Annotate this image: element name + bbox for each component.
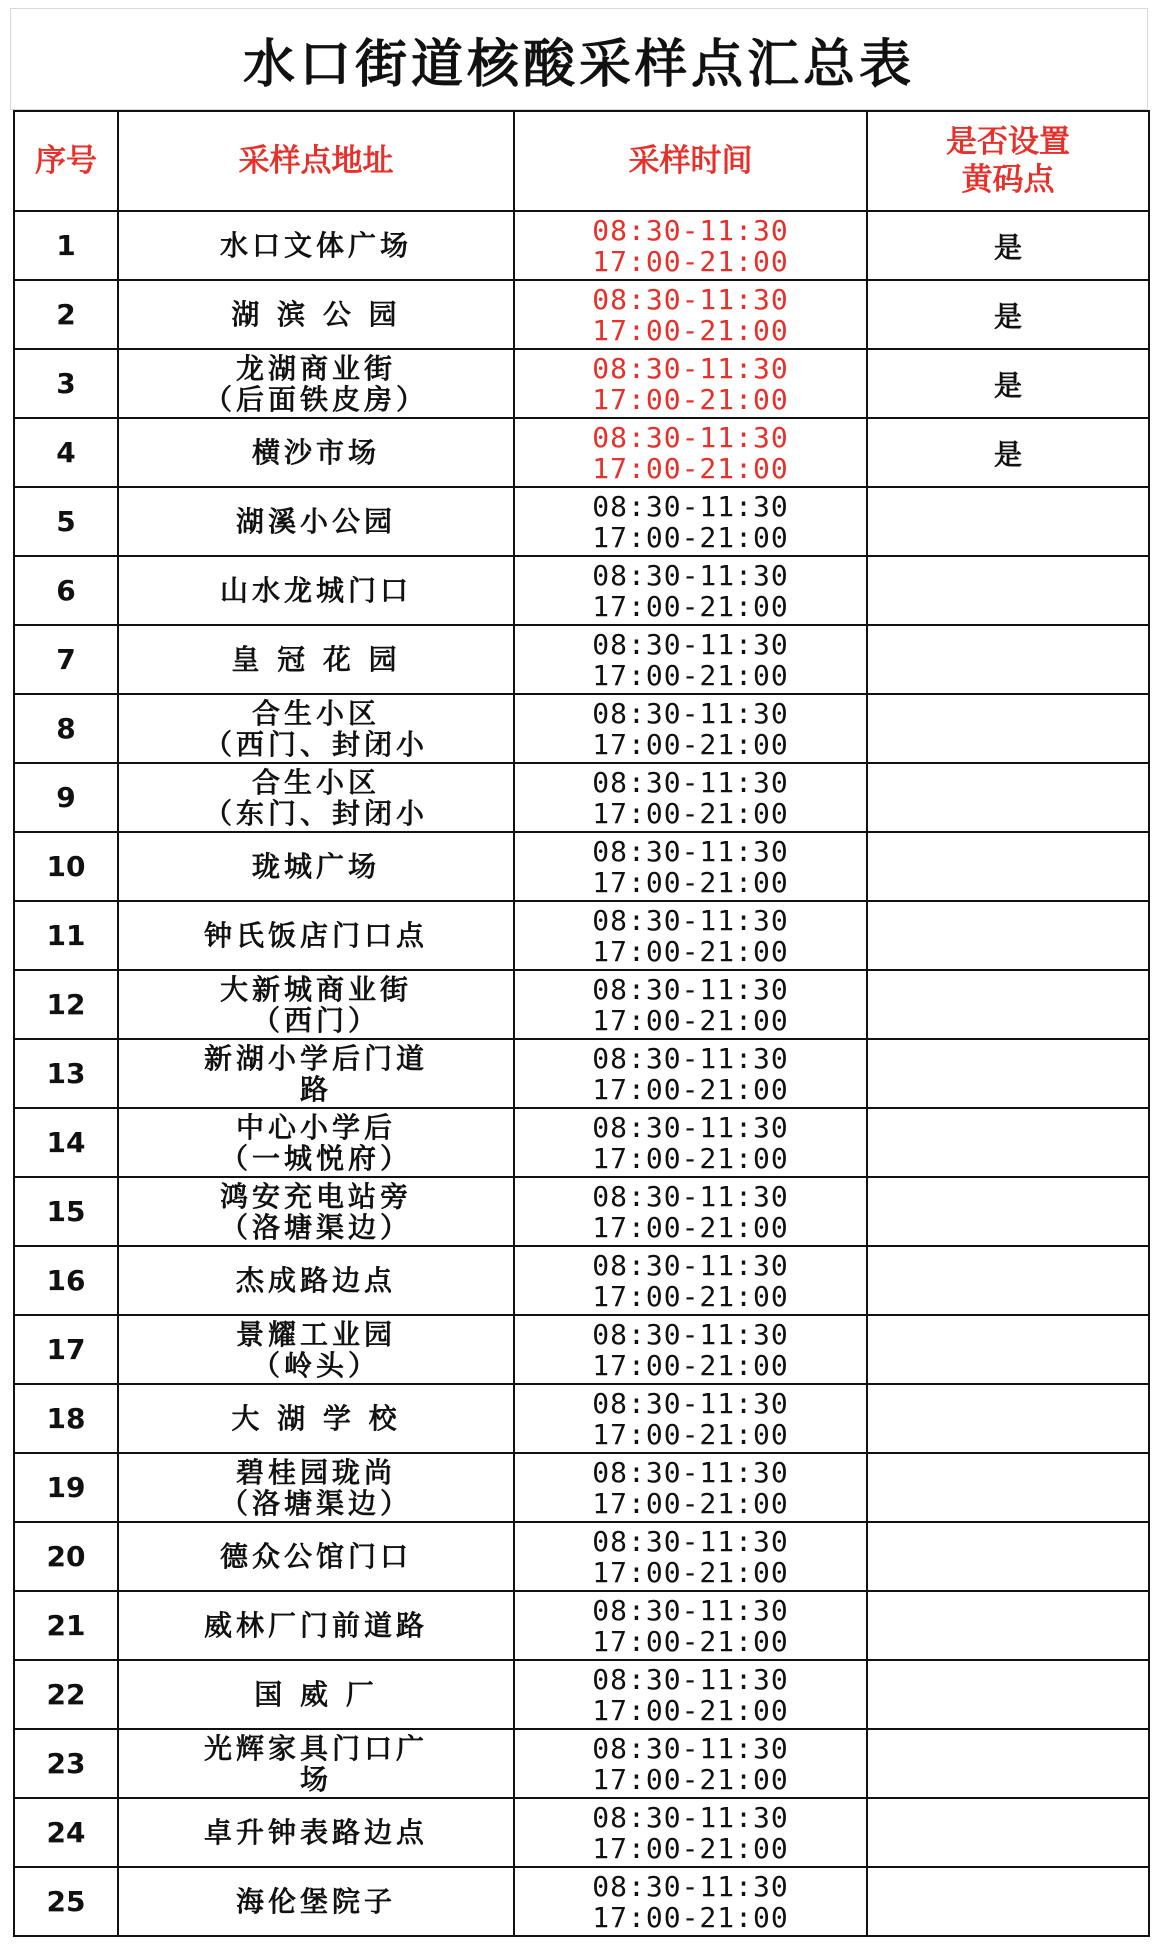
site-address-line: 山水龙城门口 (219, 574, 412, 607)
time-evening: 17:00-21:00 (592, 1003, 789, 1037)
time-evening: 17:00-21:00 (592, 1348, 789, 1382)
sampling-time (514, 832, 867, 901)
site-address (118, 625, 514, 694)
table-row (14, 1453, 1149, 1522)
site-address-line: 横沙市场 (251, 436, 380, 469)
table-row (14, 1522, 1149, 1591)
time-morning: 08:30-11:30 (592, 834, 789, 868)
yellow-code-flag (867, 487, 1149, 556)
sampling-time (514, 280, 867, 349)
table-row (14, 625, 1149, 694)
header-address: 采样点地址 (118, 111, 514, 211)
header-yellow-line2: 黄码点 (961, 162, 1055, 198)
time-evening: 17:00-21:00 (592, 451, 789, 485)
site-address-line: 卓升钟表路边点 (203, 1816, 428, 1849)
site-address (118, 763, 514, 832)
sampling-time (514, 1867, 867, 1936)
site-address (118, 556, 514, 625)
site-address-line: 中心小学后 (235, 1110, 396, 1144)
yellow-code-flag (867, 1177, 1149, 1246)
sampling-time (514, 694, 867, 763)
yellow-code-flag (867, 832, 1149, 901)
time-evening: 17:00-21:00 (592, 1555, 789, 1589)
time-evening: 17:00-21:00 (592, 313, 789, 347)
row-number: 20 (14, 1522, 118, 1591)
site-address-line: 光辉家具门口广 (203, 1731, 428, 1765)
time-evening: 17:00-21:00 (592, 1417, 789, 1451)
site-address-line: 国 威 厂 (254, 1678, 378, 1711)
table-row (14, 1729, 1149, 1798)
time-morning: 08:30-11:30 (592, 696, 789, 730)
site-address-line: 杰成路边点 (235, 1264, 396, 1297)
yellow-code-flag (867, 1660, 1149, 1729)
yellow-code-flag (867, 1039, 1149, 1108)
time-morning: 08:30-11:30 (592, 558, 789, 592)
row-number: 1 (14, 211, 118, 280)
site-address (118, 1384, 514, 1453)
site-address-line: 湖溪小公园 (235, 505, 396, 538)
time-morning: 08:30-11:30 (592, 1593, 789, 1627)
time-morning: 08:30-11:30 (592, 1662, 789, 1696)
sampling-time (514, 763, 867, 832)
yellow-code-flag: 是 (867, 418, 1149, 487)
header-yellow-code (867, 111, 1149, 211)
time-evening: 17:00-21:00 (592, 1831, 789, 1865)
site-address (118, 1246, 514, 1315)
site-address (118, 1798, 514, 1867)
time-morning: 08:30-11:30 (592, 1524, 789, 1558)
table-row (14, 694, 1149, 763)
time-evening: 17:00-21:00 (592, 1624, 789, 1658)
table-row (14, 1867, 1149, 1936)
table-row (14, 280, 1149, 349)
site-address-line: （一城悦府） (219, 1141, 412, 1175)
table-row (14, 556, 1149, 625)
table-row (14, 1798, 1149, 1867)
sampling-time (514, 1177, 867, 1246)
header-time: 采样时间 (514, 111, 867, 211)
site-address (118, 1729, 514, 1798)
sampling-time (514, 625, 867, 694)
table-body (14, 211, 1149, 1936)
sampling-time (514, 1591, 867, 1660)
site-address (118, 1867, 514, 1936)
table-row (14, 1108, 1149, 1177)
site-address-line: 珑城广场 (251, 850, 380, 883)
site-address-line: 大 湖 学 校 (231, 1402, 401, 1435)
sampling-time (514, 211, 867, 280)
sampling-time (514, 1522, 867, 1591)
time-evening: 17:00-21:00 (592, 1141, 789, 1175)
time-morning: 08:30-11:30 (592, 282, 789, 316)
row-number: 13 (14, 1039, 118, 1108)
sampling-time (514, 1453, 867, 1522)
row-number: 16 (14, 1246, 118, 1315)
yellow-code-flag (867, 1108, 1149, 1177)
yellow-code-flag (867, 694, 1149, 763)
table-row (14, 1591, 1149, 1660)
sampling-time (514, 1315, 867, 1384)
site-address-line: （岭头） (251, 1348, 380, 1382)
site-address-line: 海伦堡院子 (235, 1885, 396, 1918)
site-address-line: 鸿安充电站旁 (219, 1179, 412, 1213)
time-evening: 17:00-21:00 (592, 934, 789, 968)
table-row (14, 418, 1149, 487)
time-morning: 08:30-11:30 (592, 1800, 789, 1834)
time-morning: 08:30-11:30 (592, 420, 789, 454)
yellow-code-flag (867, 1591, 1149, 1660)
time-evening: 17:00-21:00 (592, 1072, 789, 1106)
row-number: 5 (14, 487, 118, 556)
row-number: 10 (14, 832, 118, 901)
sampling-time (514, 418, 867, 487)
site-address (118, 211, 514, 280)
row-number: 14 (14, 1108, 118, 1177)
yellow-code-flag: 是 (867, 211, 1149, 280)
time-morning: 08:30-11:30 (592, 1041, 789, 1075)
row-number: 25 (14, 1867, 118, 1936)
sampling-time (514, 1798, 867, 1867)
site-address-line: （西门） (251, 1003, 380, 1037)
site-address-line: 皇 冠 花 园 (231, 643, 401, 676)
time-evening: 17:00-21:00 (592, 1279, 789, 1313)
site-address-line: （洛塘渠边） (219, 1486, 412, 1520)
sampling-time (514, 1108, 867, 1177)
row-number: 11 (14, 901, 118, 970)
time-evening: 17:00-21:00 (592, 865, 789, 899)
time-evening: 17:00-21:00 (592, 727, 789, 761)
sampling-time (514, 487, 867, 556)
time-morning: 08:30-11:30 (592, 903, 789, 937)
time-morning: 08:30-11:30 (592, 1386, 789, 1420)
table-row (14, 1039, 1149, 1108)
site-address (118, 280, 514, 349)
table-row (14, 1384, 1149, 1453)
time-morning: 08:30-11:30 (592, 213, 789, 247)
table-row (14, 1177, 1149, 1246)
time-morning: 08:30-11:30 (592, 972, 789, 1006)
site-address-line: （洛塘渠边） (219, 1210, 412, 1244)
site-address (118, 694, 514, 763)
table-row (14, 970, 1149, 1039)
table-row (14, 832, 1149, 901)
table-row (14, 1660, 1149, 1729)
yellow-code-flag (867, 556, 1149, 625)
yellow-code-flag (867, 1729, 1149, 1798)
site-address-line: （西门、封闭小 (203, 727, 428, 761)
site-address-line: 场 (299, 1762, 332, 1796)
time-morning: 08:30-11:30 (592, 1869, 789, 1903)
time-evening: 17:00-21:00 (592, 589, 789, 623)
site-address (118, 1315, 514, 1384)
time-morning: 08:30-11:30 (592, 489, 789, 523)
sampling-time (514, 556, 867, 625)
row-number: 15 (14, 1177, 118, 1246)
time-morning: 08:30-11:30 (592, 627, 789, 661)
row-number: 23 (14, 1729, 118, 1798)
time-morning: 08:30-11:30 (592, 1248, 789, 1282)
table-row (14, 211, 1149, 280)
site-address-line: （东门、封闭小 (203, 796, 428, 830)
time-evening: 17:00-21:00 (592, 1900, 789, 1934)
table-header-row (14, 111, 1149, 211)
yellow-code-flag (867, 763, 1149, 832)
row-number: 12 (14, 970, 118, 1039)
time-evening: 17:00-21:00 (592, 1693, 789, 1727)
site-address-line: 湖 滨 公 园 (231, 298, 401, 331)
site-address (118, 1591, 514, 1660)
row-number: 19 (14, 1453, 118, 1522)
yellow-code-flag (867, 1453, 1149, 1522)
row-number: 7 (14, 625, 118, 694)
site-address-line: 德众公馆门口 (219, 1540, 412, 1573)
site-address (118, 1453, 514, 1522)
table-row (14, 1315, 1149, 1384)
sampling-time (514, 1039, 867, 1108)
table-row (14, 487, 1149, 556)
time-evening: 17:00-21:00 (592, 382, 789, 416)
site-address-line: 碧桂园珑尚 (235, 1455, 396, 1489)
sampling-time (514, 1246, 867, 1315)
site-address (118, 418, 514, 487)
site-address-line: 合生小区 (251, 765, 380, 799)
site-address-line: 威林厂门前道路 (203, 1609, 428, 1642)
site-address (118, 1660, 514, 1729)
site-address (118, 970, 514, 1039)
yellow-code-flag (867, 1798, 1149, 1867)
sampling-time (514, 1660, 867, 1729)
header-yellow-line1: 是否设置 (946, 124, 1070, 160)
table-row (14, 763, 1149, 832)
sampling-time (514, 901, 867, 970)
time-evening: 17:00-21:00 (592, 796, 789, 830)
site-address-line: 龙湖商业街 (235, 351, 396, 385)
yellow-code-flag (867, 1246, 1149, 1315)
yellow-code-flag (867, 1867, 1149, 1936)
row-number: 21 (14, 1591, 118, 1660)
time-evening: 17:00-21:00 (592, 1486, 789, 1520)
site-address-line: 大新城商业街 (219, 972, 412, 1006)
site-address-line: 新湖小学后门道 (203, 1041, 428, 1075)
site-address (118, 487, 514, 556)
row-number: 9 (14, 763, 118, 832)
site-address (118, 1108, 514, 1177)
site-address-line: （后面铁皮房） (203, 382, 428, 416)
time-morning: 08:30-11:30 (592, 351, 789, 385)
site-address (118, 1522, 514, 1591)
time-morning: 08:30-11:30 (592, 1455, 789, 1489)
yellow-code-flag (867, 1315, 1149, 1384)
time-evening: 17:00-21:00 (592, 1210, 789, 1244)
table-row (14, 901, 1149, 970)
yellow-code-flag (867, 970, 1149, 1039)
row-number: 3 (14, 349, 118, 418)
site-address (118, 901, 514, 970)
time-morning: 08:30-11:30 (592, 1317, 789, 1351)
time-morning: 08:30-11:30 (592, 1731, 789, 1765)
sampling-time (514, 1384, 867, 1453)
sampling-sites-table (13, 110, 1150, 1937)
row-number: 4 (14, 418, 118, 487)
time-morning: 08:30-11:30 (592, 1110, 789, 1144)
row-number: 6 (14, 556, 118, 625)
site-address-line: 景耀工业园 (235, 1317, 396, 1351)
table-row (14, 349, 1149, 418)
yellow-code-flag (867, 901, 1149, 970)
page-title: 水口街道核酸采样点汇总表 (242, 34, 915, 95)
site-address-line: 路 (299, 1072, 332, 1106)
sampling-time (514, 349, 867, 418)
sampling-sites-sheet (10, 8, 1148, 1932)
yellow-code-flag (867, 625, 1149, 694)
sampling-time (514, 970, 867, 1039)
time-morning: 08:30-11:30 (592, 765, 789, 799)
row-number: 17 (14, 1315, 118, 1384)
table-row (14, 1246, 1149, 1315)
time-evening: 17:00-21:00 (592, 1762, 789, 1796)
row-number: 22 (14, 1660, 118, 1729)
time-evening: 17:00-21:00 (592, 520, 789, 554)
sampling-time (514, 1729, 867, 1798)
time-evening: 17:00-21:00 (592, 658, 789, 692)
row-number: 2 (14, 280, 118, 349)
site-address (118, 832, 514, 901)
site-address (118, 1039, 514, 1108)
time-morning: 08:30-11:30 (592, 1179, 789, 1213)
time-evening: 17:00-21:00 (592, 244, 789, 278)
site-address-line: 合生小区 (251, 696, 380, 730)
header-no: 序号 (14, 111, 118, 211)
row-number: 18 (14, 1384, 118, 1453)
site-address-line: 钟氏饭店门口点 (203, 919, 428, 952)
site-address-line: 水口文体广场 (219, 229, 412, 262)
yellow-code-flag (867, 1384, 1149, 1453)
yellow-code-flag: 是 (867, 280, 1149, 349)
site-address (118, 1177, 514, 1246)
row-number: 24 (14, 1798, 118, 1867)
yellow-code-flag (867, 1522, 1149, 1591)
site-address (118, 349, 514, 418)
yellow-code-flag: 是 (867, 349, 1149, 418)
title-box (10, 8, 1148, 110)
row-number: 8 (14, 694, 118, 763)
